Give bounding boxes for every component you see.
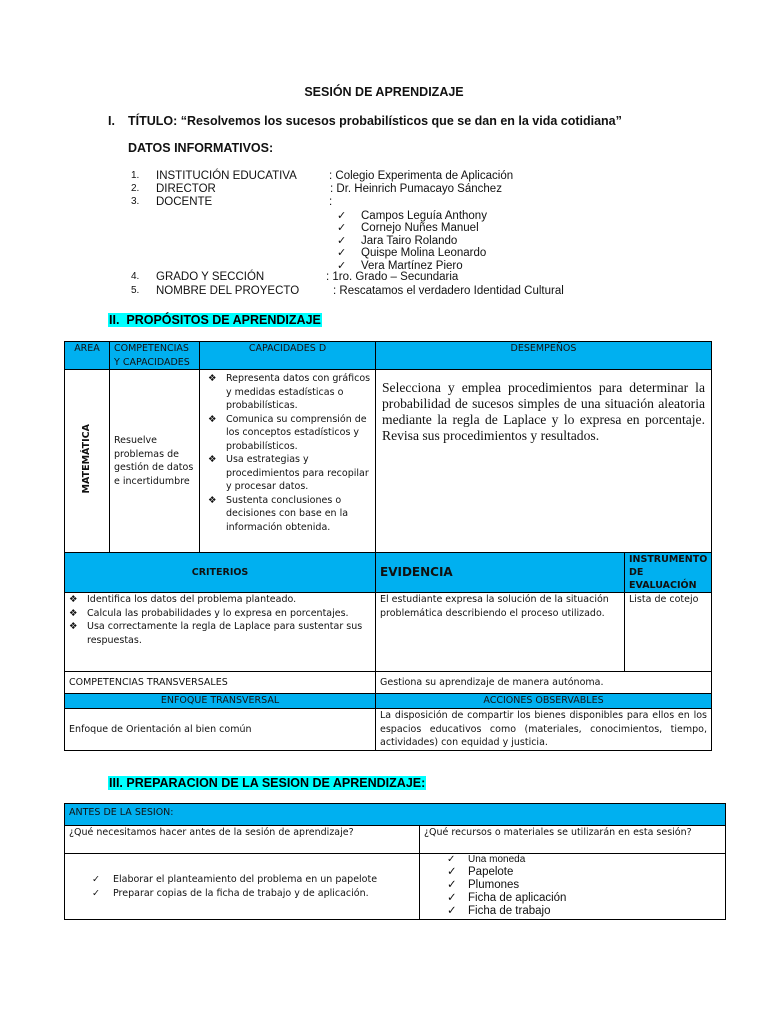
session-title-text: TÍTULO: “Resolvemos los sucesos probabilísticos que se dan en la vida cotidiana” [128, 114, 622, 128]
capacidad-text: Representa datos con gráficos y medidas estadísticas o probabilísticas. [226, 373, 371, 411]
list-item [65, 593, 375, 607]
session-title [108, 114, 622, 128]
evidencia-cell: El estudiante expresa la solución de la situación problemática describiendo el proceso utilizado. [376, 593, 625, 672]
section-number: III. [109, 776, 123, 790]
teacher-item [337, 246, 486, 259]
comp-transversales-value: Gestiona su aprendizaje de manera autónoma. [376, 672, 712, 694]
diamond-bullet-icon: ❖ [208, 413, 217, 425]
item-number: 1. [131, 170, 140, 181]
section-heading-highlight [108, 313, 322, 327]
preparation-table [64, 803, 726, 920]
list-item [65, 607, 375, 621]
table-row [65, 672, 712, 694]
table-row [65, 709, 712, 751]
table-row [65, 854, 726, 920]
comp-transversales-label: COMPETENCIAS TRANSVERSALES [65, 672, 376, 694]
area-cell [65, 370, 110, 553]
diamond-bullet-icon: ❖ [208, 373, 217, 384]
header-criterios: CRITERIOS [65, 553, 376, 593]
item-label: GRADO Y SECCIÓN [156, 271, 265, 283]
check-icon: ✓ [447, 866, 457, 878]
desempeno-cell: Selecciona y emplea procedimientos para determinar la probabilidad de sucesos simples de una situación aleatoria mediante la regla de Laplace y lo expresa en porcentaje. Revisa sus procedimientos y resultados. [376, 370, 712, 553]
list-item [65, 620, 375, 647]
item-number: 2. [131, 183, 140, 194]
list-item [420, 892, 725, 905]
teacher-name: Campos Leguía Anthony [361, 210, 487, 222]
list-item [65, 873, 419, 887]
capacidad-text: Usa estrategias y procedimientos para recopilar y procesar datos. [226, 454, 369, 492]
table-header-row [65, 804, 726, 826]
teacher-name: Quispe Molina Leonardo [361, 247, 487, 259]
section-heading [108, 311, 322, 329]
header-competencias: COMPETENCIAS Y CAPACIDADES [110, 342, 200, 370]
header-desempenos: DESEMPEÑOS [376, 342, 712, 370]
check-icon: ✓ [337, 222, 347, 234]
item-value: : Colegio Experimenta de Aplicación [329, 170, 514, 182]
teacher-name: Vera Martínez Piero [361, 260, 463, 272]
item-label: DIRECTOR [156, 183, 216, 195]
check-icon: ✓ [447, 854, 456, 865]
instrumento-cell: Lista de cotejo [625, 593, 712, 672]
table-row [65, 826, 726, 854]
table-row [65, 370, 712, 553]
criterio-text: Usa correctamente la regla de Laplace para sustentar sus respuestas. [87, 621, 363, 646]
list-item [65, 887, 419, 901]
list-item [204, 372, 371, 413]
list-item [204, 413, 371, 454]
table-row [65, 593, 712, 672]
table-header-row [65, 342, 712, 370]
check-icon: ✓ [337, 210, 347, 222]
question-1: ¿Qué necesitamos hacer antes de la sesión de aprendizaje? [65, 826, 420, 854]
section-title: PROPÓSITOS DE APRENDIZAJE [126, 313, 321, 327]
acciones-cell: La disposición de compartir los bienes disponibles para ellos en los espacios educativos como (materiales, conocimientos, tiempo, actividades) con equidad y justicia. [376, 709, 712, 751]
item-label: INSTITUCIÓN EDUCATIVA [156, 170, 297, 182]
section-number: I. [108, 114, 115, 128]
capacidades-cell [200, 370, 376, 553]
table-row [65, 694, 712, 709]
header-instrumento: INSTRUMENTO DE EVALUACIÓN [625, 553, 712, 593]
check-icon: ✓ [447, 879, 457, 891]
section-heading-highlight [108, 776, 426, 790]
action-text: Elaborar el planteamiento del problema en un papelote [113, 874, 378, 885]
datos-informativos-heading: DATOS INFORMATIVOS: [128, 141, 274, 155]
section-heading [108, 774, 426, 792]
check-icon: ✓ [337, 260, 347, 272]
competencia-cell: Resuelve problemas de gestión de datos e incertidumbre [110, 370, 200, 553]
teacher-name: Jara Tairo Rolando [361, 235, 458, 247]
section-title: PREPARACION DE LA SESION DE APRENDIZAJE: [126, 776, 426, 790]
item-label: NOMBRE DEL PROYECTO [156, 285, 300, 297]
check-icon: ✓ [447, 905, 457, 917]
criterio-text: Identifica los datos del problema planteado. [87, 594, 297, 605]
diamond-bullet-icon: ❖ [69, 607, 78, 619]
purposes-table [64, 341, 712, 751]
resource-text: Papelote [468, 866, 514, 878]
list-item [204, 453, 371, 494]
resources-cell [420, 854, 726, 920]
header-evidencia: EVIDENCIA [376, 553, 625, 593]
question-2: ¿Qué recursos o materiales se utilizarán en esta sesión? [420, 826, 726, 854]
resource-text: Ficha de trabajo [468, 905, 551, 917]
teacher-item [337, 221, 479, 234]
list-item [420, 866, 725, 879]
list-item [420, 905, 725, 918]
item-value: : [329, 196, 333, 208]
page-title: SESIÓN DE APRENDIZAJE [304, 85, 464, 99]
item-number: 5. [131, 285, 140, 296]
diamond-bullet-icon: ❖ [208, 494, 217, 506]
criterio-text: Calcula las probabilidades y lo expresa en porcentajes. [87, 607, 349, 619]
check-icon: ✓ [447, 892, 457, 904]
action-text: Preparar copias de la ficha de trabajo y de aplicación. [113, 887, 369, 899]
diamond-bullet-icon: ❖ [208, 454, 217, 465]
header-acciones: ACCIONES OBSERVABLES [376, 694, 712, 709]
criteria-header-row [65, 553, 712, 593]
resource-text: Una moneda [468, 854, 526, 865]
actions-cell [65, 854, 420, 920]
item-number: 3. [131, 196, 140, 207]
header-enfoque: ENFOQUE TRANSVERSAL [65, 694, 376, 709]
item-value: : 1ro. Grado – Secundaria [326, 271, 459, 283]
check-icon: ✓ [337, 247, 347, 259]
item-number: 4. [131, 271, 140, 282]
list-item [420, 854, 725, 866]
check-icon: ✓ [92, 874, 100, 885]
teacher-name: Cornejo Nuñes Manuel [361, 222, 479, 234]
diamond-bullet-icon: ❖ [69, 621, 78, 632]
area-label: MATEMÁTICA [81, 424, 93, 494]
item-value: : Rescatamos el verdadero Identidad Cultural [333, 285, 564, 297]
resource-text: Plumones [468, 879, 520, 891]
section-number: II. [109, 313, 120, 327]
item-value: : Dr. Heinrich Pumacayo Sánchez [330, 183, 502, 195]
list-item [420, 879, 725, 892]
header-area: AREA [65, 342, 110, 370]
capacidad-text: Sustenta conclusiones o decisiones con base en la información obtenida. [226, 494, 349, 533]
item-label: DOCENTE [156, 196, 213, 208]
criterios-cell [65, 593, 376, 672]
enfoque-cell: Enfoque de Orientación al bien común [65, 709, 376, 751]
antes-header: ANTES DE LA SESION: [65, 804, 726, 826]
header-capacidades: CAPACIDADES D [200, 342, 376, 370]
capacidad-text: Comunica su comprensión de los conceptos estadísticos y probabilísticos. [226, 413, 367, 452]
resource-text: Ficha de aplicación [468, 892, 567, 904]
list-item [204, 494, 371, 535]
check-icon: ✓ [92, 887, 100, 899]
diamond-bullet-icon: ❖ [69, 594, 78, 605]
check-icon: ✓ [337, 235, 347, 247]
